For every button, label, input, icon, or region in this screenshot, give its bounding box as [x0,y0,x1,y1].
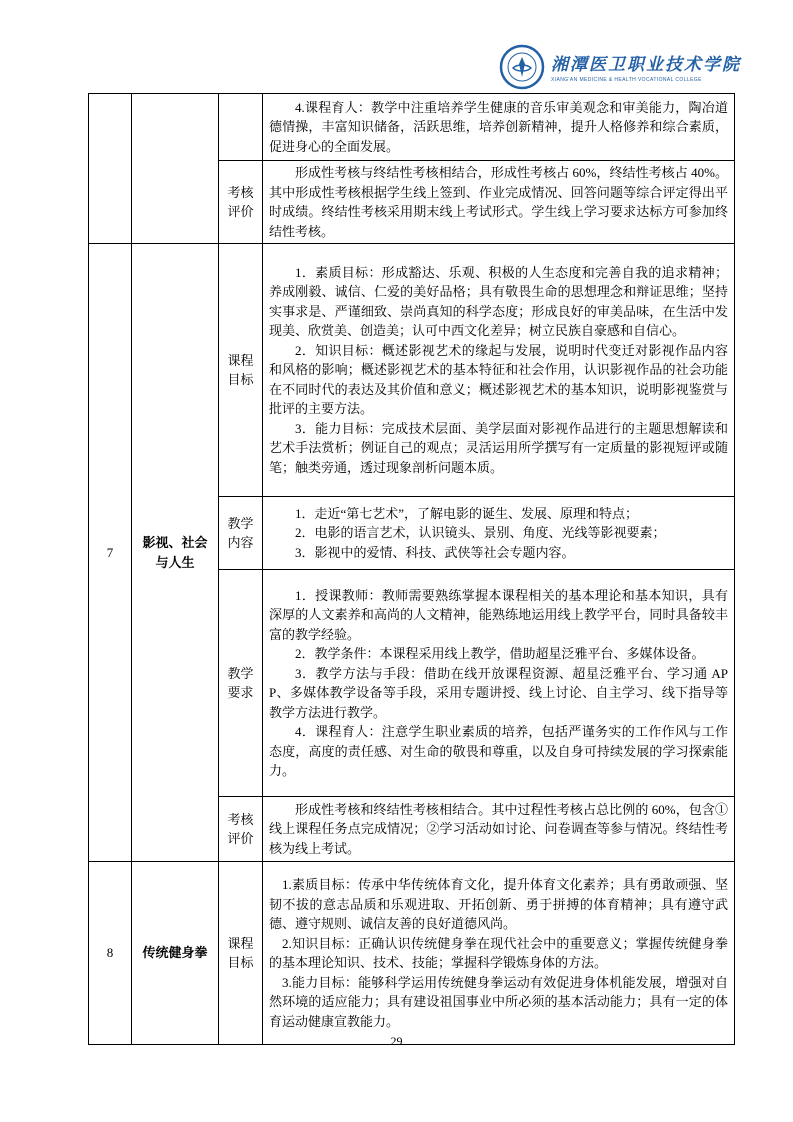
college-logo-text [551,56,741,83]
table-row-8 [89,862,735,1045]
empty-number-cell [89,94,132,244]
paragraph: 2．电影的语言艺术，认识镜头、景别、角度、光线等影视要素； [295,525,666,541]
paragraph: 1．走近“第七艺术”，了解电影的诞生、发展、原理和特点； [295,505,639,521]
paragraph: 形成性考核和终结性考核相结合。其中过程性考核占总比例的 60%，包含①线上课程任务点完成情况；②学习活动如讨论、问卷调查等参与情况。终结性考核为线上考试。 [269,801,728,856]
section-label-requirements: 教学要求 [219,570,263,797]
course-goals-cell [263,244,735,497]
table-row-7 [89,244,735,497]
table-row-continuation [89,94,735,161]
course-name: 影视、社会与人生 [132,244,219,862]
paragraph: 3．教学方法与手段：借助在线开放课程资源、超星泛雅平台、学习通 APP、多媒体教学设备等手段，采用专题讲授、线上讨论、自主学习、线下指导等教学方法进行教学。 [269,665,728,720]
paragraph: 1.素质目标：传承中华传统体育文化，提升体育文化素养；具有勇敢顽强、坚韧不拔的意志品质和乐观进取、开拓创新、勇于拼搏的体育精神；具有遵守武德、遵守规则、诚信友善的良好道德风尚。 [269,877,728,931]
course-goals-cell [263,862,735,1045]
paragraph: 4.课程育人：教学中注重培养学生健康的音乐审美观念和审美能力，陶冶道德情操，丰富知识储备，活跃思维，培养创新精神，提升人格修养和综合素质，促进身心的全面发展。 [269,99,728,154]
empty-section-label-cell [219,94,263,161]
section-label-content: 教学内容 [219,497,263,570]
assessment-content-cell [263,797,735,862]
paragraph: 1．授课教师：教师需要熟练掌握本课程相关的基本理论和基本知识，具有深厚的人文素养和高尚的人文精神，能熟练地运用线上教学平台，同时具备较丰富的教学经验。 [269,587,728,642]
college-name-cn: 湘潭医卫职业技术学院 [551,55,741,75]
section-label-goals: 课程目标 [219,862,263,1045]
paragraph: 2．教学条件：本课程采用线上教学，借助超星泛雅平台、多媒体设备。 [295,646,705,661]
paragraph: 4．课程育人：注意学生职业素质的培养，包括严谨务实的工作作风与工作态度，高度的责任感、对生命的敬畏和尊重，以及自身可持续发展的学习探索能力。 [269,724,728,778]
course-name: 传统健身拳 [132,862,219,1045]
section-label-assessment: 考核评价 [219,797,263,862]
row-number: 8 [89,862,132,1045]
paragraph: 2．知识目标：概述影视艺术的缘起与发展，说明时代变迁对影视作品内容和风格的影响；概述影视艺术的基本特征和社会作用，认识影视作品的社会功能在不同时代的表达及其价值和意义；概述影视艺术的基本知识，说明影视鉴赏与批评的主要方法。 [269,342,728,417]
college-emblem-icon [499,44,545,95]
paragraph: 3．影视中的爱情、科技、武侠等社会专题内容。 [295,544,575,560]
college-name-en: XIANG'AN MEDICINE & HEALTH VOCATIONAL COLLEGE [551,76,702,83]
empty-course-cell [132,94,219,244]
page-number: 29 [390,1034,403,1048]
teaching-requirement-continued-cell [263,94,735,161]
teaching-requirements-cell [263,570,735,797]
paragraph: 3.能力目标：能够科学运用传统健身拳运动有效促进身体机能发展，增强对自然环境的适应能力；具有建设祖国事业中所必须的基本活动能力；具有一定的体育运动健康宣教能力。 [269,974,728,1029]
assessment-content-cell [263,161,735,244]
paragraph: 3．能力目标：完成技术层面、美学层面对影视作品进行的主题思想解读和艺术手法赏析；例证自己的观点；灵活运用所学撰写有一定质量的影视短评或随笔；触类旁通，透过现象剖析问题本质。 [269,420,728,475]
college-logo [499,44,741,95]
section-label-assessment: 考核评价 [219,161,263,244]
paragraph: 1．素质目标：形成豁达、乐观、积极的人生态度和完善自我的追求精神；养成刚毅、诚信、仁爱的美好品格；具有敬畏生命的思想理念和辩证思维；坚持实事求是、严谨细致、崇尚真知的科学态度；形成良好的审美品味，在生活中发现美、欣赏美、创造美；认可中西文化差异；树立民族自豪感和自信心。 [269,264,728,339]
row-number: 7 [89,244,132,862]
paragraph: 2.知识目标：正确认识传统健身拳在现代社会中的重要意义；掌握传统健身拳的基本理论知识、技术、技能；掌握科学锻炼身体的方法。 [269,935,728,970]
teaching-content-cell [263,497,735,570]
paragraph: 形成性考核与终结性考核相结合，形成性考核占 60%，终结性考核占 40%。其中形成性考核根据学生线上签到、作业完成情况、回答问题等综合评定得出平时成绩。终结性考核采用期末线上考试形式。学生线上学习要求达标方可参加终结性考核。 [269,165,728,239]
section-label-goals: 课程目标 [219,244,263,497]
course-outline-table [88,93,735,1045]
